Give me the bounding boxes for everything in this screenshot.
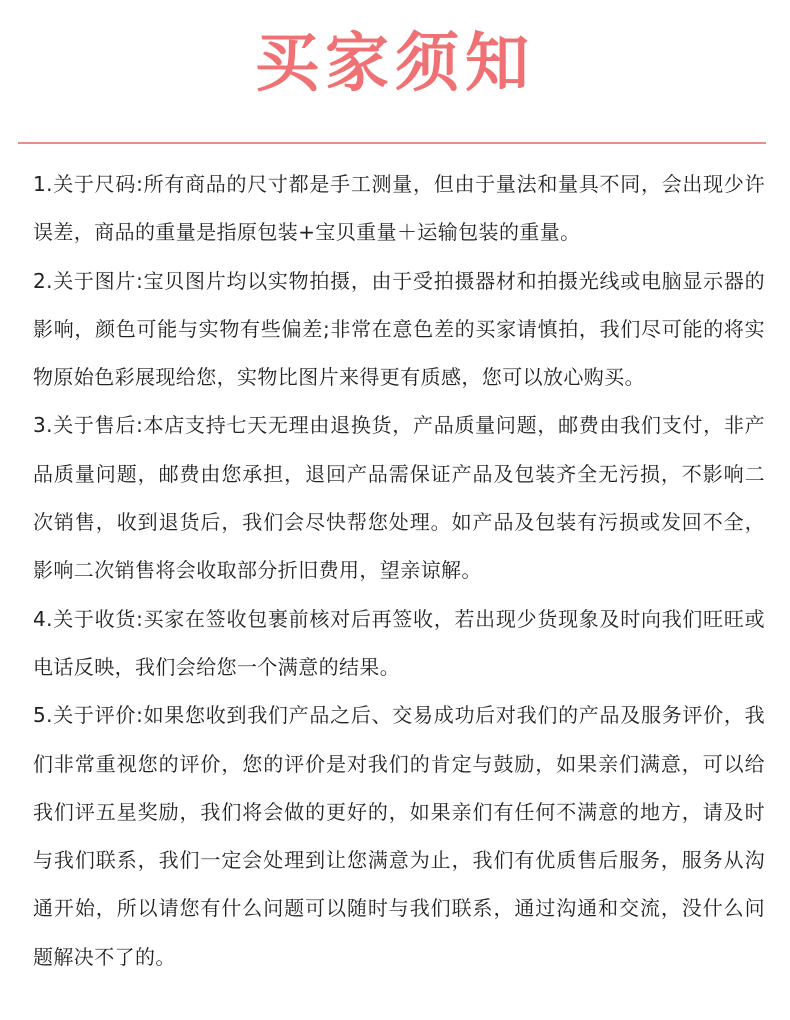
notice-reviews: 5.关于评价:如果您收到我们产品之后、交易成功后对我们的产品及服务评价，我们非常重视您的评价，您的评价是对我们的肯定与鼓励，如果亲们满意，可以给我们评五星奖励，我们将会做的更好的，如果亲们有任何不满意的地方，请及时与我们联系，我们一定会处理到让您满意为止，我们有优质售后服务，服务从沟通开始，所以请您有什么问题可以随时与我们联系，通过沟通和交流，没什么问题解决不了的。 <box>33 703 765 969</box>
notice-list <box>33 160 765 981</box>
page-title: 买家须知 <box>255 27 535 101</box>
title-divider <box>18 142 766 144</box>
notice-receiving: 4.关于收货:买家在签收包裹前核对后再签收，若出现少货现象及时向我们旺旺或电话反映，我们会给您一个满意的结果。 <box>33 606 765 679</box>
notice-size: 1.关于尺码:所有商品的尺寸都是手工测量，但由于量法和量具不同，会出现少许误差，商品的重量是指原包装+宝贝重量＋运输包装的重量。 <box>33 172 765 245</box>
page-header <box>0 0 790 142</box>
notice-after-sales: 3.关于售后:本店支持七天无理由退换货，产品质量问题，邮费由我们支付，非产品质量问题，邮费由您承担，退回产品需保证产品及包装齐全无污损，不影响二次销售，收到退货后，我们会尽快帮您处理。如产品及包装有污损或发回不全，影响二次销售将会收取部分折旧费用，望亲谅解。 <box>33 413 765 583</box>
notice-images: 2.关于图片:宝贝图片均以实物拍摄，由于受拍摄器材和拍摄光线或电脑显示器的影响，颜色可能与实物有些偏差;非常在意色差的买家请慎拍，我们尽可能的将实物原始色彩展现给您，实物比图片来得更有质感，您可以放心购买。 <box>33 268 765 390</box>
